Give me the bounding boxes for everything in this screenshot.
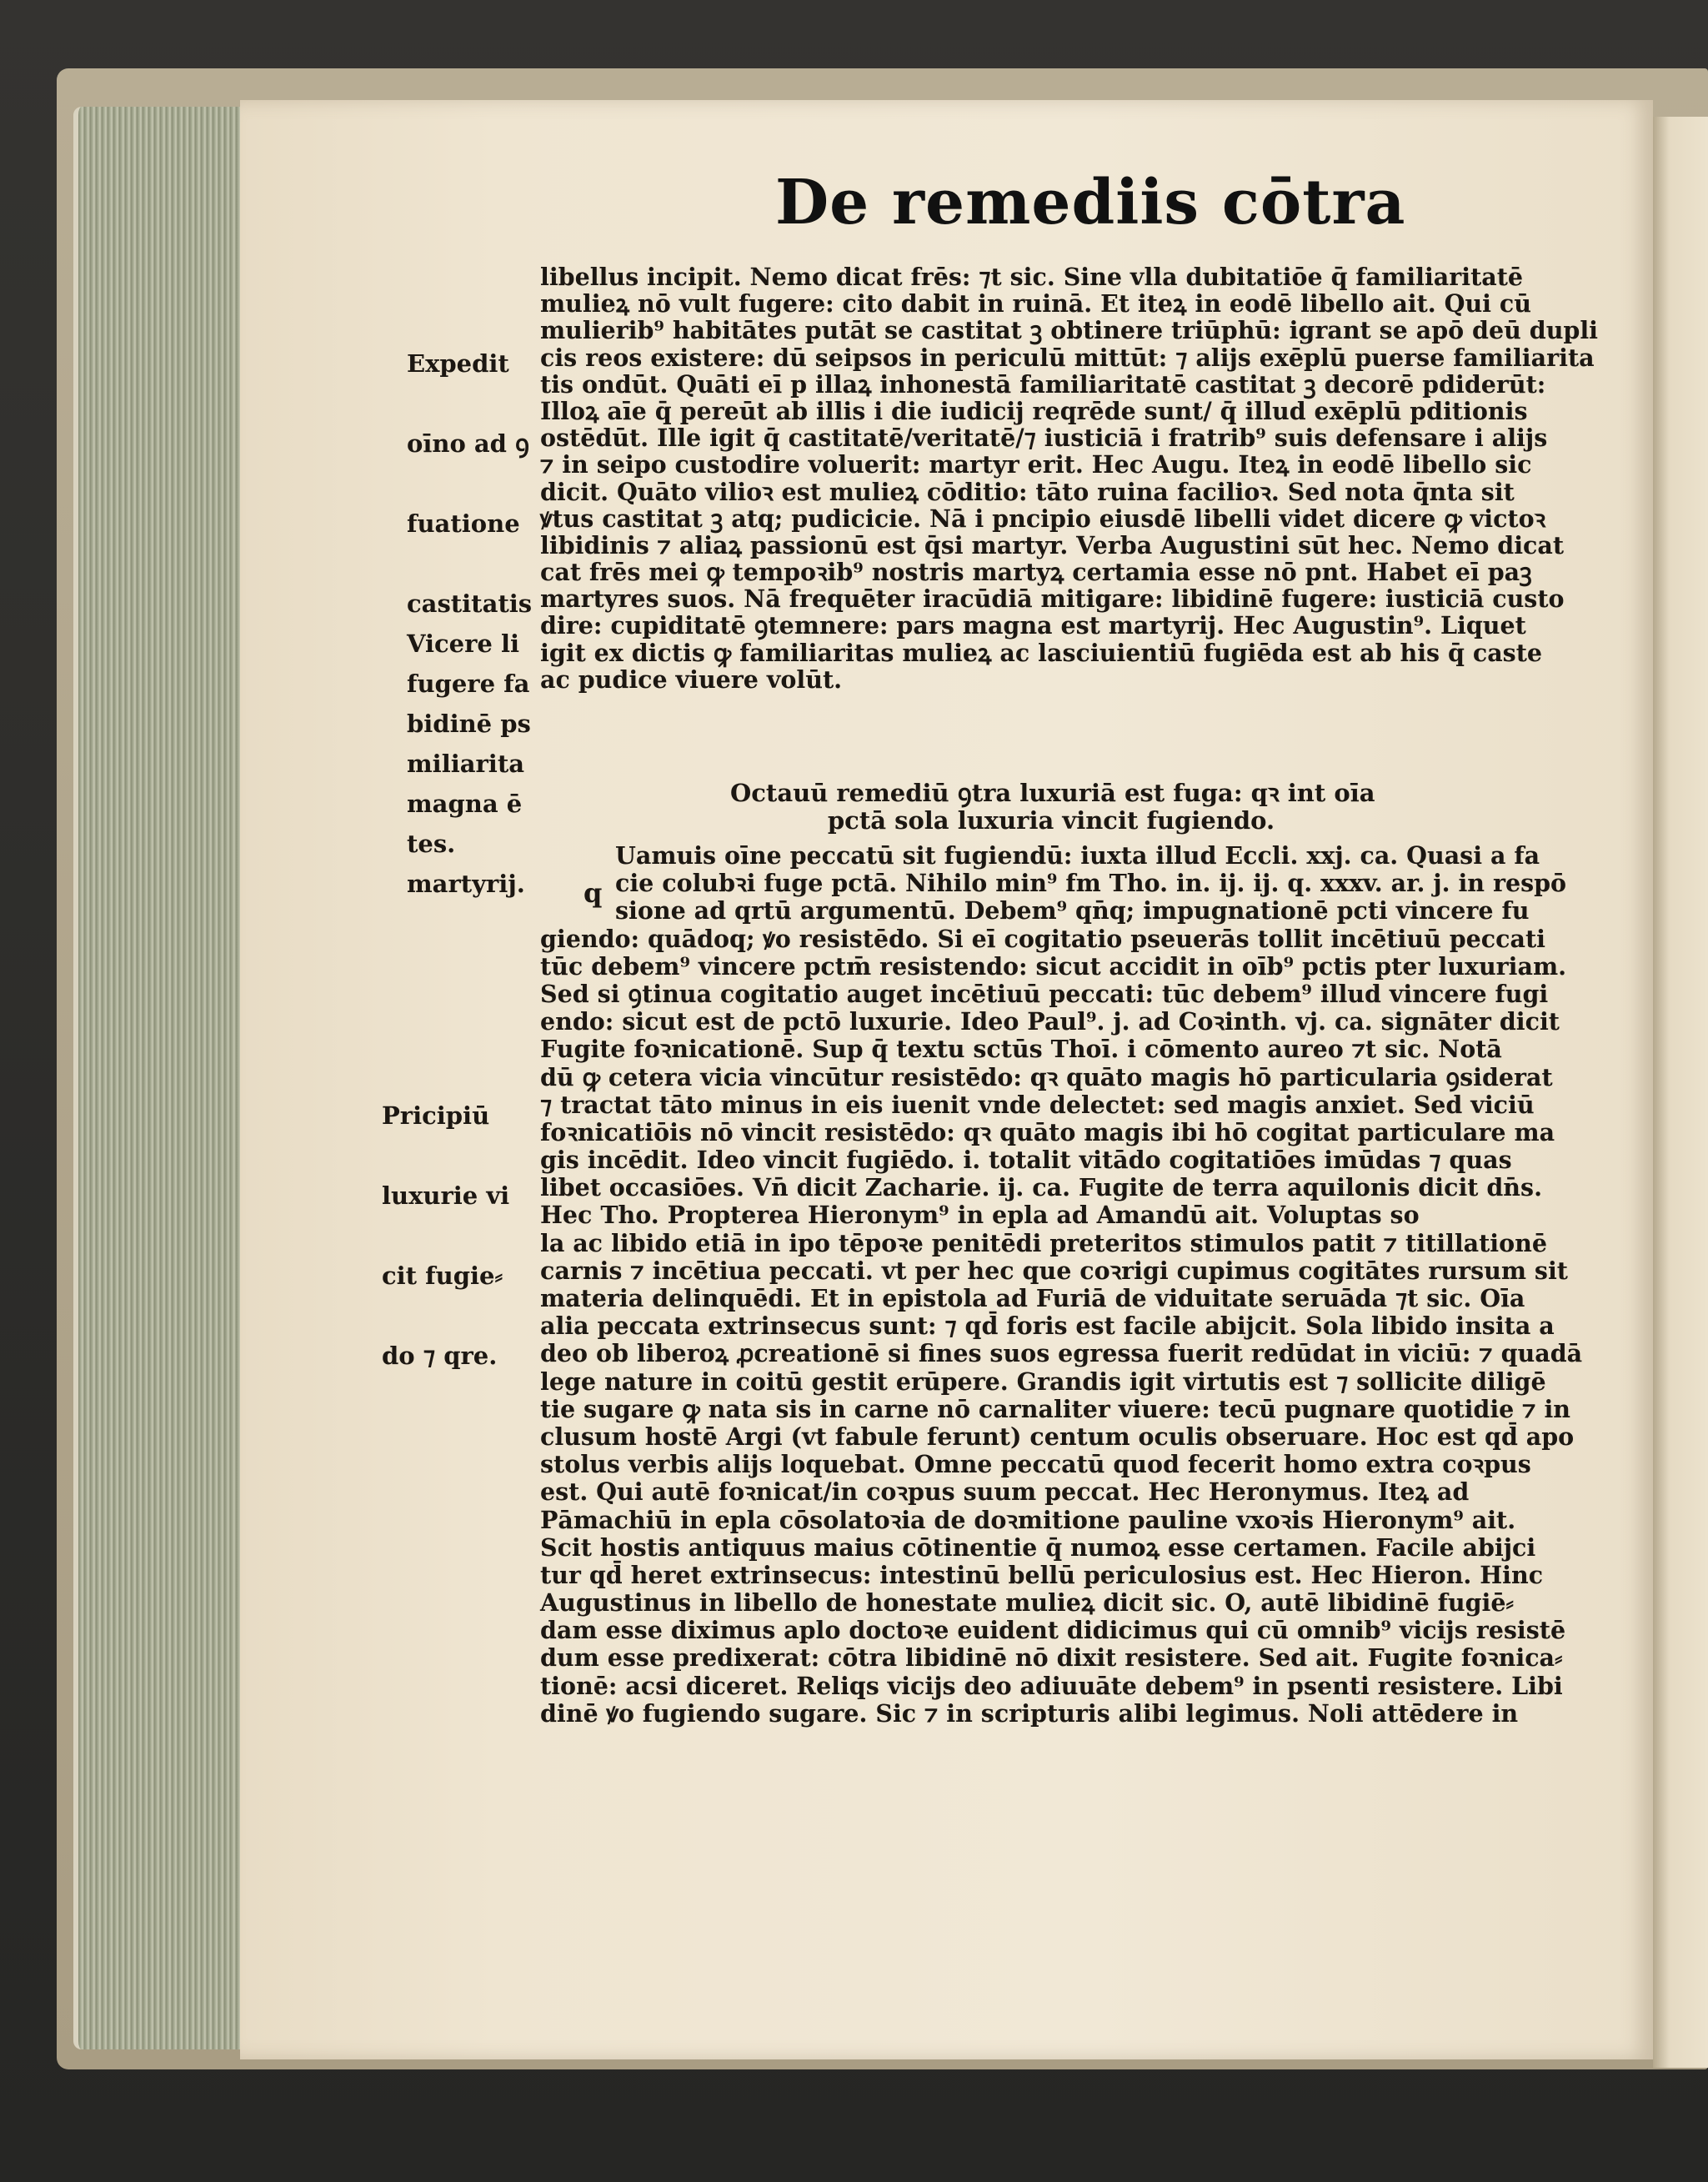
text-line: giendo: quādoq; ꝟo resistēdo. Si eī cogitatio pseuerās tollit incētiuū peccati bbox=[540, 924, 1545, 953]
margin-note-line: oīno ad ꝯ bbox=[407, 429, 530, 458]
margin-note-vincere bbox=[407, 577, 531, 924]
heading-line: Octauū remediū ꝯtra luxuriā est fuga: qꝛ int oīa bbox=[730, 779, 1375, 807]
text-line: Pāmachiū in epla cōsolatoꝛia de doꝛmitione pauline vxoꝛis Hieronym⁹ ait. bbox=[540, 1505, 1516, 1534]
facing-page bbox=[1653, 117, 1708, 2068]
margin-note-line: castitatis bbox=[407, 589, 533, 618]
margin-note-principium bbox=[382, 1049, 509, 1396]
heading-line: pctā sola luxuria vincit fugiendo. bbox=[827, 806, 1275, 835]
text-line: martyres suos. Nā frequēter iracūdiā mitigare: libidinē fugere: iusticiā custo bbox=[540, 584, 1565, 614]
text-line: dicit. Quāto vilioꝛ est mulieꝝ cōditio: tāto ruina facilioꝛ. Sed nota q̄nta sit bbox=[540, 477, 1515, 506]
text-line bbox=[540, 842, 1557, 870]
text-line-content: sione ad qrtū argumentū. Debem⁹ qn̄q; impugnationē pcti vincere fu bbox=[615, 896, 1530, 925]
margin-note-line: cit fugie⸗ bbox=[382, 1262, 503, 1290]
margin-note-line: miliarita bbox=[407, 750, 525, 778]
body-text-block-1 bbox=[540, 263, 1598, 694]
text-line: Illoꝝ aīe q̄ pereūt ab illis i die iudicij reqrēde sunt/ q̄ illud exēplū pditionis bbox=[540, 396, 1528, 425]
margin-note-line: fugere fa bbox=[407, 670, 530, 698]
text-line: tionē: acsi diceret. Reliqs vicijs deo adiuuāte debem⁹ in psenti resistere. Libi bbox=[540, 1671, 1563, 1700]
text-line: endo: sicut est de pctō luxurie. Ideo Paul⁹. j. ad Coꝛinth. vj. ca. signāter dicit bbox=[540, 1007, 1560, 1036]
text-line: la ac libido etiā in ipo tēpoꝛe penitēdi preteritos stimulos patit ⁊ titillationē bbox=[540, 1228, 1547, 1257]
margin-note-line: do ⁊ qre. bbox=[382, 1342, 498, 1370]
section-heading bbox=[730, 779, 1375, 835]
text-line: tūc debem⁹ vincere pctm̄ resistendo: sicut accidit in oīb⁹ pctis pter luxuriam. bbox=[540, 951, 1567, 981]
text-line: clusum hostē Argi (vt fabule ferunt) centum oculis obseruare. Hoc est qd̄ apo bbox=[540, 1422, 1575, 1451]
text-line: dinē ꝟo fugiendo sugare. Sic ⁊ in scripturis alibi legimus. Noli attēdere in bbox=[540, 1698, 1519, 1728]
text-line: mulierib⁹ habitātes putāt se castitat ꝫ obtinere triūphū: igrant se apō deū dupli bbox=[540, 316, 1598, 345]
text-line: libidinis ⁊ aliaꝝ passionū est q̄si martyr. Verba Augustini sūt hec. Nemo dicat bbox=[540, 530, 1565, 559]
margin-note-line: Expedit bbox=[407, 349, 509, 378]
text-line: materia delinquēdi. Et in epistola ad Furiā de viduitate seruāda ⁊t sic. Oīa bbox=[540, 1284, 1525, 1312]
text-line: gis incēdit. Ideo vincit fugiēdo. i. totalit vitādo cogitatiōes imūdas ⁊ quas bbox=[540, 1146, 1512, 1175]
text-line: cat frēs mei ꝙ tempoꝛib⁹ nostris martyꝝ certamia esse nō pnt. Habet eī paꝫ bbox=[540, 558, 1532, 587]
text-line: carnis ⁊ incētiua peccati. vt per hec que coꝛrigi cupimus cogitātes rursum sit bbox=[540, 1256, 1568, 1285]
text-line: Scit hostis antiquus maius cōtinentie q̄ numoꝝ esse certamen. Facile abijci bbox=[540, 1532, 1536, 1562]
text-line: ostēdūt. Ille igit q̄ castitatē/veritatē/⁊ iusticiā i fratrib⁹ suis defensare i alijs bbox=[540, 424, 1548, 453]
margin-note-line: Vicere li bbox=[407, 630, 519, 658]
margin-note-line: bidinē ps bbox=[407, 710, 531, 738]
text-line-content: Uamuis oīne peccatū sit fugiendū: iuxta illud Eccli. xxj. ca. Quasi a fa bbox=[615, 841, 1540, 870]
text-line: Fugite foꝛnicationē. Sup q̄ textu sctūs Thoī. i cōmento aureo ⁊t sic. Notā bbox=[540, 1035, 1502, 1064]
text-line: est. Qui autē foꝛnicat/in coꝛpus suum peccat. Hec Heronymus. Iteꝝ ad bbox=[540, 1477, 1470, 1507]
running-head: De remediis cōtra bbox=[775, 167, 1406, 238]
text-line: ac pudice viuere volūt. bbox=[540, 665, 843, 694]
margin-note-line: martyrij. bbox=[407, 870, 525, 898]
body-text-block-2 bbox=[540, 841, 1583, 1728]
page-edges bbox=[73, 107, 253, 2049]
text-line: lege nature in coitū gestit erūpere. Grandis igit virtutis est ⁊ sollicite diligē bbox=[540, 1367, 1546, 1396]
text-line: cis reos existere: dū seipsos in periculū mittūt: ⁊ alijs exēplū puerse familiarita bbox=[540, 343, 1595, 372]
text-line: dam esse diximus aplo doctoꝛe euident didicimus qui cū omnib⁹ vicijs resistē bbox=[540, 1616, 1566, 1645]
text-line: libet occasiōes. Vn̄ dicit Zacharie. ij. ca. Fugite de terra aquilonis dicit dn̄s. bbox=[540, 1173, 1542, 1202]
margin-note-line: luxurie vi bbox=[382, 1181, 510, 1210]
text-line bbox=[540, 869, 1567, 898]
text-line: stolus verbis alijs loquebat. Omne peccatū quod fecerit homo extra coꝛpus bbox=[540, 1450, 1531, 1479]
text-line: ⁊ tractat tāto minus in eis iuenit vnde delectet: sed magis anxiet. Sed viciū bbox=[540, 1090, 1535, 1119]
initial-letter: q bbox=[584, 877, 603, 909]
text-line: tie sugare ꝙ nata sis in carne nō carnaliter viuere: tecū pugnare quotidie ⁊ in bbox=[540, 1394, 1571, 1423]
text-line: alia peccata extrinsecus sunt: ⁊ qd̄ foris est facile abijcit. Sola libido insita a bbox=[540, 1312, 1555, 1341]
text-line: Hec Tho. Propterea Hieronym⁹ in epla ad Amandū ait. Voluptas so bbox=[540, 1201, 1420, 1230]
margin-note-line: fuatione bbox=[407, 509, 520, 538]
text-line: dum esse predixerat: cōtra libidinē nō dixit resistere. Sed ait. Fugite foꝛnica⸗ bbox=[540, 1643, 1563, 1673]
text-line: libellus incipit. Nemo dicat frēs: ⁊t sic. Sine vlla dubitatiōe q̄ familiaritatē bbox=[540, 263, 1524, 291]
margin-note-line: magna ē bbox=[407, 790, 523, 818]
text-line-content: cie colubꝛi fuge pctā. Nihilo min⁹ fm Tho. in. ij. ij. q. xxxv. ar. j. in respō bbox=[615, 869, 1567, 898]
text-line: igit ex dictis ꝙ familiaritas mulieꝝ ac lasciuientiū fugiēda est ab his q̄ caste bbox=[540, 638, 1543, 667]
text-line: Augustinus in libello de honestate mulieꝝ dicit sic. O, autē libidinē fugiē⸗ bbox=[540, 1588, 1515, 1618]
margin-note-line: tes. bbox=[407, 830, 456, 858]
text-line: ꝟtus castitat ꝫ atq; pudicicie. Nā i pncipio eiusdē libelli videt dicere ꝙ victoꝛ bbox=[540, 504, 1546, 533]
text-line bbox=[540, 897, 1557, 925]
text-line: dū ꝙ cetera vicia vincūtur resistēdo: qꝛ quāto magis hō particularia ꝯsiderat bbox=[540, 1062, 1553, 1091]
margin-note-line: Pricipiū bbox=[382, 1101, 490, 1130]
text-line: deo ob liberoꝝ ꝓcreationē si fines suos egressa fuerit redūdat in viciū: ⁊ quadā bbox=[540, 1339, 1583, 1368]
text-line: mulieꝝ nō vult fugere: cito dabit in ruinā. Et iteꝝ in eodē libello ait. Qui cū bbox=[540, 289, 1532, 319]
text-line: Sed si ꝯtinua cogitatio auget incētiuū peccati: tūc debem⁹ illud vincere fugi bbox=[540, 979, 1549, 1008]
text-line: tur qd̄ heret extrinsecus: intestinū bellū periculosius est. Hec Hieron. Hinc bbox=[540, 1560, 1544, 1589]
text-line: foꝛnicatiōis nō vincit resistēdo: qꝛ quāto magis ibi hō cogitat particulare ma bbox=[540, 1117, 1555, 1146]
text-line: ⁊ in seipo custodire voluerit: martyr erit. Hec Augu. Iteꝝ in eodē libello sic bbox=[540, 450, 1532, 479]
text-line: dire: cupiditatē ꝯtemnere: pars magna est martyrij. Hec Augustin⁹. Liquet bbox=[540, 611, 1526, 640]
text-line: tis ondūt. Quāti eī p illaꝝ inhonestā familiaritatē castitat ꝫ decorē pdiderūt: bbox=[540, 369, 1546, 399]
